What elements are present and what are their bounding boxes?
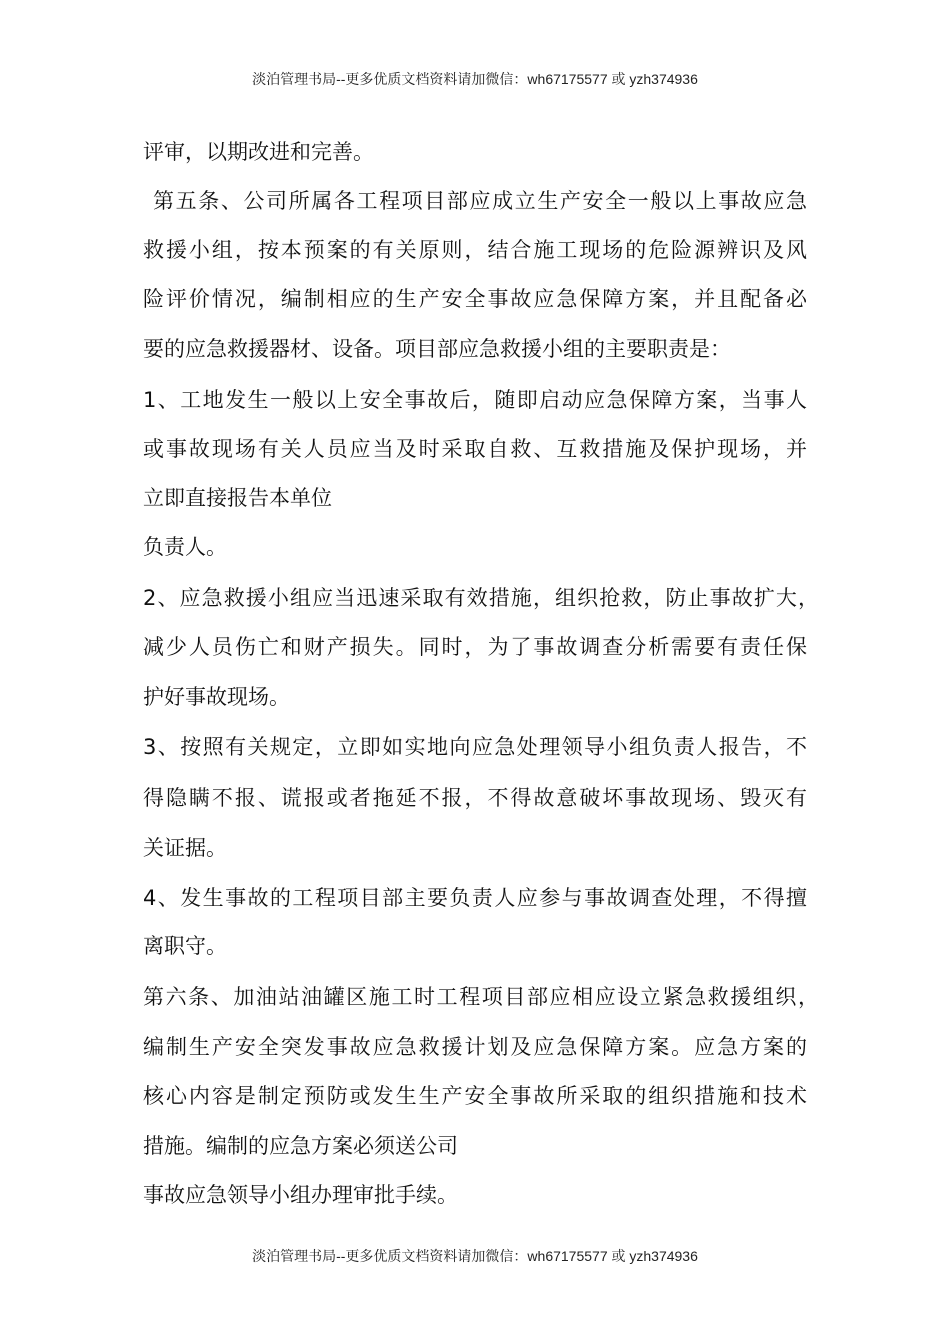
body-text-line: 险评价情况，编制相应的生产安全事故应急保障方案，并且配备必 [143,287,807,311]
body-text-line: 编制生产安全突发事故应急救援计划及应急保障方案。应急方案的 [143,1035,807,1059]
body-text-line: 核心内容是制定预防或发生生产安全事故所采取的组织措施和技术 [143,1084,807,1108]
body-text-line: 关证据。 [143,836,227,860]
body-text-line: 立即直接报告本单位 [143,486,332,510]
page-header-watermark: 淡泊管理书局--更多优质文档资料请加微信：wh67175577 或 yzh374936 [252,71,698,87]
body-text-line: 救援小组，按本预案的有关原则，结合施工现场的危险源辨识及风 [143,238,807,262]
body-text-line: 或事故现场有关人员应当及时采取自救、互救措施及保护现场，并 [143,437,807,461]
body-text-line: 1、工地发生一般以上安全事故后，随即启动应急保障方案，当事人 [143,388,807,412]
page-footer-watermark: 淡泊管理书局--更多优质文档资料请加微信：wh67175577 或 yzh374936 [252,1248,698,1264]
body-text-line: 减少人员伤亡和财产损失。同时，为了事故调查分析需要有责任保 [143,635,807,659]
body-text-line: 离职守。 [143,934,227,958]
body-text-line: 评审，以期改进和完善。 [143,140,374,164]
body-text-line: 2、应急救援小组应当迅速采取有效措施，组织抢救，防止事故扩大， [143,586,819,610]
body-text-line: 第五条、公司所属各工程项目部应成立生产安全一般以上事故应急 [153,189,807,213]
body-text-line: 事故应急领导小组办理审批手续。 [143,1183,458,1207]
body-text-line: 4、发生事故的工程项目部主要负责人应参与事故调查处理，不得擅 [143,886,807,910]
body-text-line: 护好事故现场。 [143,685,290,709]
body-text-line: 措施。编制的应急方案必须送公司 [143,1134,458,1158]
body-text-line: 第六条、加油站油罐区施工时工程项目部应相应设立紧急救援组织， [143,985,819,1009]
body-text-line: 3、按照有关规定，立即如实地向应急处理领导小组负责人报告，不 [143,735,807,759]
body-text-line: 得隐瞒不报、谎报或者拖延不报，不得故意破坏事故现场、毁灭有 [143,786,807,810]
body-text-line: 负责人。 [143,535,227,559]
body-text-line: 要的应急救援器材、设备。项目部应急救援小组的主要职责是： [143,337,731,361]
